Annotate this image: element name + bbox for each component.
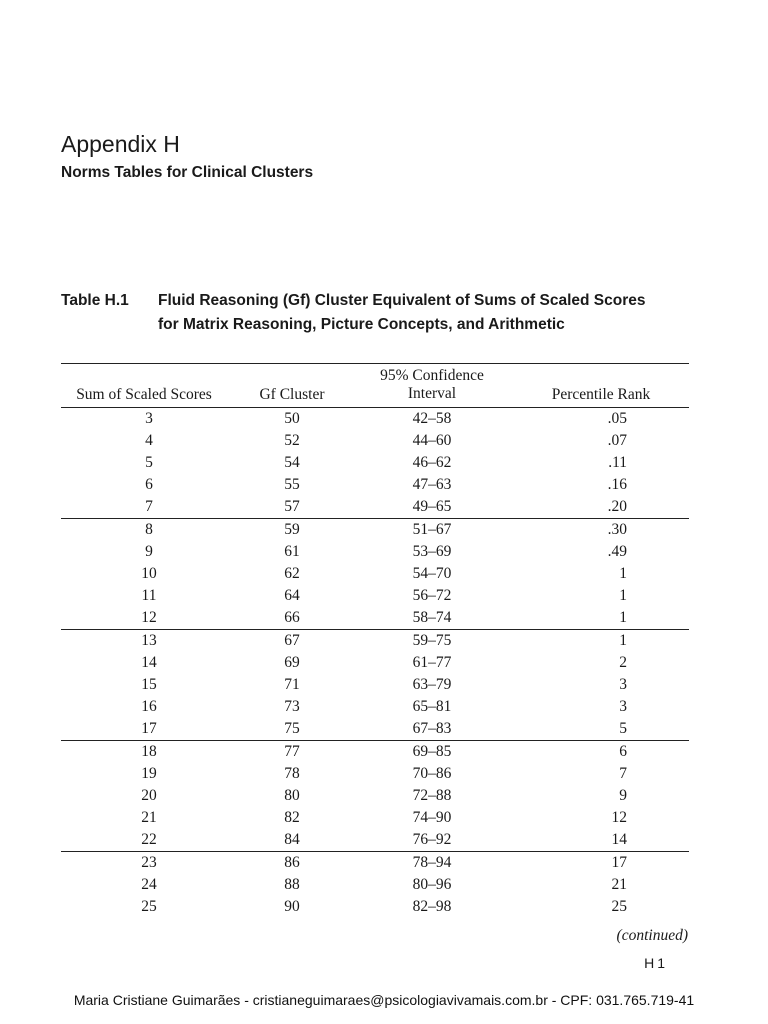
table-row <box>61 696 689 718</box>
cell-percentile-rank: .30 <box>607 521 627 538</box>
cell-confidence-interval: 42–58 <box>412 410 452 427</box>
table-top-rule <box>61 363 689 364</box>
watermark-footer: Maria Cristiane Guimarães - cristianeguimaraes@psicologiavivamais.com.br - CPF: 031.765.719-41 <box>73 992 695 1008</box>
cell-sum: 24 <box>141 876 157 893</box>
cell-gf-cluster: 75 <box>284 720 300 737</box>
cell-gf-cluster: 62 <box>284 565 300 582</box>
appendix-title: Appendix H <box>61 131 180 157</box>
table-row <box>61 874 689 896</box>
cell-percentile-rank: 5 <box>619 720 627 737</box>
table-row <box>61 718 689 740</box>
table-caption <box>61 289 701 337</box>
cell-confidence-interval: 53–69 <box>412 543 452 560</box>
cell-confidence-interval: 47–63 <box>412 476 452 493</box>
cell-gf-cluster: 69 <box>284 654 300 671</box>
table-row <box>61 607 689 629</box>
cell-confidence-interval: 80–96 <box>412 876 452 893</box>
cell-confidence-interval: 70–86 <box>412 765 452 782</box>
cell-confidence-interval: 56–72 <box>412 587 452 604</box>
cell-sum: 16 <box>141 698 157 715</box>
header-sum-of-scaled-scores: Sum of Scaled Scores <box>76 386 212 403</box>
table-row <box>61 896 689 918</box>
cell-confidence-interval: 46–62 <box>412 454 452 471</box>
table-row <box>61 829 689 851</box>
cell-percentile-rank: 3 <box>619 676 627 693</box>
cell-confidence-interval: 76–92 <box>412 831 452 848</box>
cell-percentile-rank: .07 <box>607 432 627 449</box>
cell-gf-cluster: 54 <box>284 454 300 471</box>
table-caption-text: Fluid Reasoning (Gf) Cluster Equivalent of Sums of Scaled Scores for Matrix Reasoning, Picture Concepts, and Arithmetic <box>158 292 646 333</box>
cell-sum: 10 <box>141 565 157 582</box>
cell-confidence-interval: 59–75 <box>412 632 452 649</box>
cell-sum: 6 <box>145 476 153 493</box>
table-row <box>61 408 689 430</box>
cell-sum: 3 <box>145 410 153 427</box>
cell-gf-cluster: 57 <box>284 498 300 515</box>
cell-confidence-interval: 58–74 <box>412 609 452 626</box>
cell-gf-cluster: 73 <box>284 698 300 715</box>
cell-gf-cluster: 50 <box>284 410 300 427</box>
cell-percentile-rank: 6 <box>619 743 627 760</box>
cell-gf-cluster: 59 <box>284 521 300 538</box>
cell-gf-cluster: 66 <box>284 609 300 626</box>
appendix-subtitle: Norms Tables for Clinical Clusters <box>61 164 314 181</box>
cell-gf-cluster: 88 <box>284 876 300 893</box>
cell-percentile-rank: 1 <box>619 632 627 649</box>
cell-sum: 19 <box>141 765 157 782</box>
cell-sum: 21 <box>141 809 157 826</box>
cell-confidence-interval: 67–83 <box>412 720 452 737</box>
table-row <box>61 519 689 541</box>
table-row <box>61 563 689 585</box>
cell-sum: 20 <box>141 787 157 804</box>
cell-sum: 18 <box>141 743 157 760</box>
cell-percentile-rank: 12 <box>611 809 627 826</box>
cell-percentile-rank: .16 <box>607 476 627 493</box>
cell-sum: 4 <box>145 432 153 449</box>
cell-sum: 23 <box>141 854 157 871</box>
cell-sum: 8 <box>145 521 153 538</box>
cell-sum: 25 <box>141 898 157 915</box>
cell-gf-cluster: 84 <box>284 831 300 848</box>
cell-gf-cluster: 78 <box>284 765 300 782</box>
header-percentile-rank: Percentile Rank <box>551 386 651 403</box>
cell-sum: 12 <box>141 609 157 626</box>
cell-confidence-interval: 82–98 <box>412 898 452 915</box>
table-row <box>61 852 689 874</box>
cell-confidence-interval: 44–60 <box>412 432 452 449</box>
cell-sum: 14 <box>141 654 157 671</box>
page-number: H1 <box>644 955 668 971</box>
cell-sum: 22 <box>141 831 157 848</box>
cell-confidence-interval: 78–94 <box>412 854 452 871</box>
continued-note: (continued) <box>616 927 688 944</box>
cell-confidence-interval: 74–90 <box>412 809 452 826</box>
table-row <box>61 763 689 785</box>
cell-percentile-rank: 1 <box>619 587 627 604</box>
table-body <box>61 408 689 918</box>
cell-confidence-interval: 72–88 <box>412 787 452 804</box>
table-row <box>61 785 689 807</box>
cell-sum: 17 <box>141 720 157 737</box>
cell-gf-cluster: 52 <box>284 432 300 449</box>
cell-gf-cluster: 77 <box>284 743 300 760</box>
cell-percentile-rank: 9 <box>619 787 627 804</box>
cell-percentile-rank: .11 <box>608 454 627 471</box>
cell-gf-cluster: 64 <box>284 587 300 604</box>
cell-confidence-interval: 63–79 <box>412 676 452 693</box>
table-row <box>61 430 689 452</box>
cell-percentile-rank: .05 <box>607 410 627 427</box>
table-row <box>61 474 689 496</box>
table-row <box>61 541 689 563</box>
table-label: Table H.1 <box>61 292 129 309</box>
table-row <box>61 652 689 674</box>
table-row <box>61 452 689 474</box>
cell-percentile-rank: 14 <box>611 831 627 848</box>
cell-percentile-rank: 1 <box>619 609 627 626</box>
cell-gf-cluster: 71 <box>284 676 300 693</box>
cell-percentile-rank: 1 <box>619 565 627 582</box>
cell-confidence-interval: 69–85 <box>412 743 452 760</box>
cell-sum: 15 <box>141 676 157 693</box>
table-row <box>61 741 689 763</box>
cell-percentile-rank: 7 <box>619 765 627 782</box>
cell-gf-cluster: 90 <box>284 898 300 915</box>
cell-gf-cluster: 80 <box>284 787 300 804</box>
cell-sum: 7 <box>145 498 153 515</box>
cell-confidence-interval: 51–67 <box>412 521 452 538</box>
table-row <box>61 807 689 829</box>
header-confidence-interval: 95% Confidence Interval <box>380 367 484 402</box>
cell-percentile-rank: .20 <box>607 498 627 515</box>
table-header-row <box>61 367 689 407</box>
cell-percentile-rank: 25 <box>611 898 627 915</box>
cell-gf-cluster: 82 <box>284 809 300 826</box>
cell-percentile-rank: .49 <box>607 543 627 560</box>
cell-gf-cluster: 86 <box>284 854 300 871</box>
cell-percentile-rank: 3 <box>619 698 627 715</box>
table-row <box>61 585 689 607</box>
cell-confidence-interval: 49–65 <box>412 498 452 515</box>
cell-percentile-rank: 21 <box>611 876 627 893</box>
table-row <box>61 674 689 696</box>
header-gf-cluster: Gf Cluster <box>259 386 325 403</box>
cell-confidence-interval: 65–81 <box>412 698 452 715</box>
cell-sum: 9 <box>145 543 153 560</box>
cell-confidence-interval: 54–70 <box>412 565 452 582</box>
cell-gf-cluster: 67 <box>284 632 300 649</box>
cell-sum: 11 <box>141 587 157 604</box>
cell-gf-cluster: 61 <box>284 543 300 560</box>
cell-sum: 5 <box>145 454 153 471</box>
cell-sum: 13 <box>141 632 157 649</box>
table-row <box>61 630 689 652</box>
cell-gf-cluster: 55 <box>284 476 300 493</box>
table-row <box>61 496 689 518</box>
cell-percentile-rank: 17 <box>611 854 627 871</box>
cell-percentile-rank: 2 <box>619 654 627 671</box>
cell-confidence-interval: 61–77 <box>412 654 452 671</box>
